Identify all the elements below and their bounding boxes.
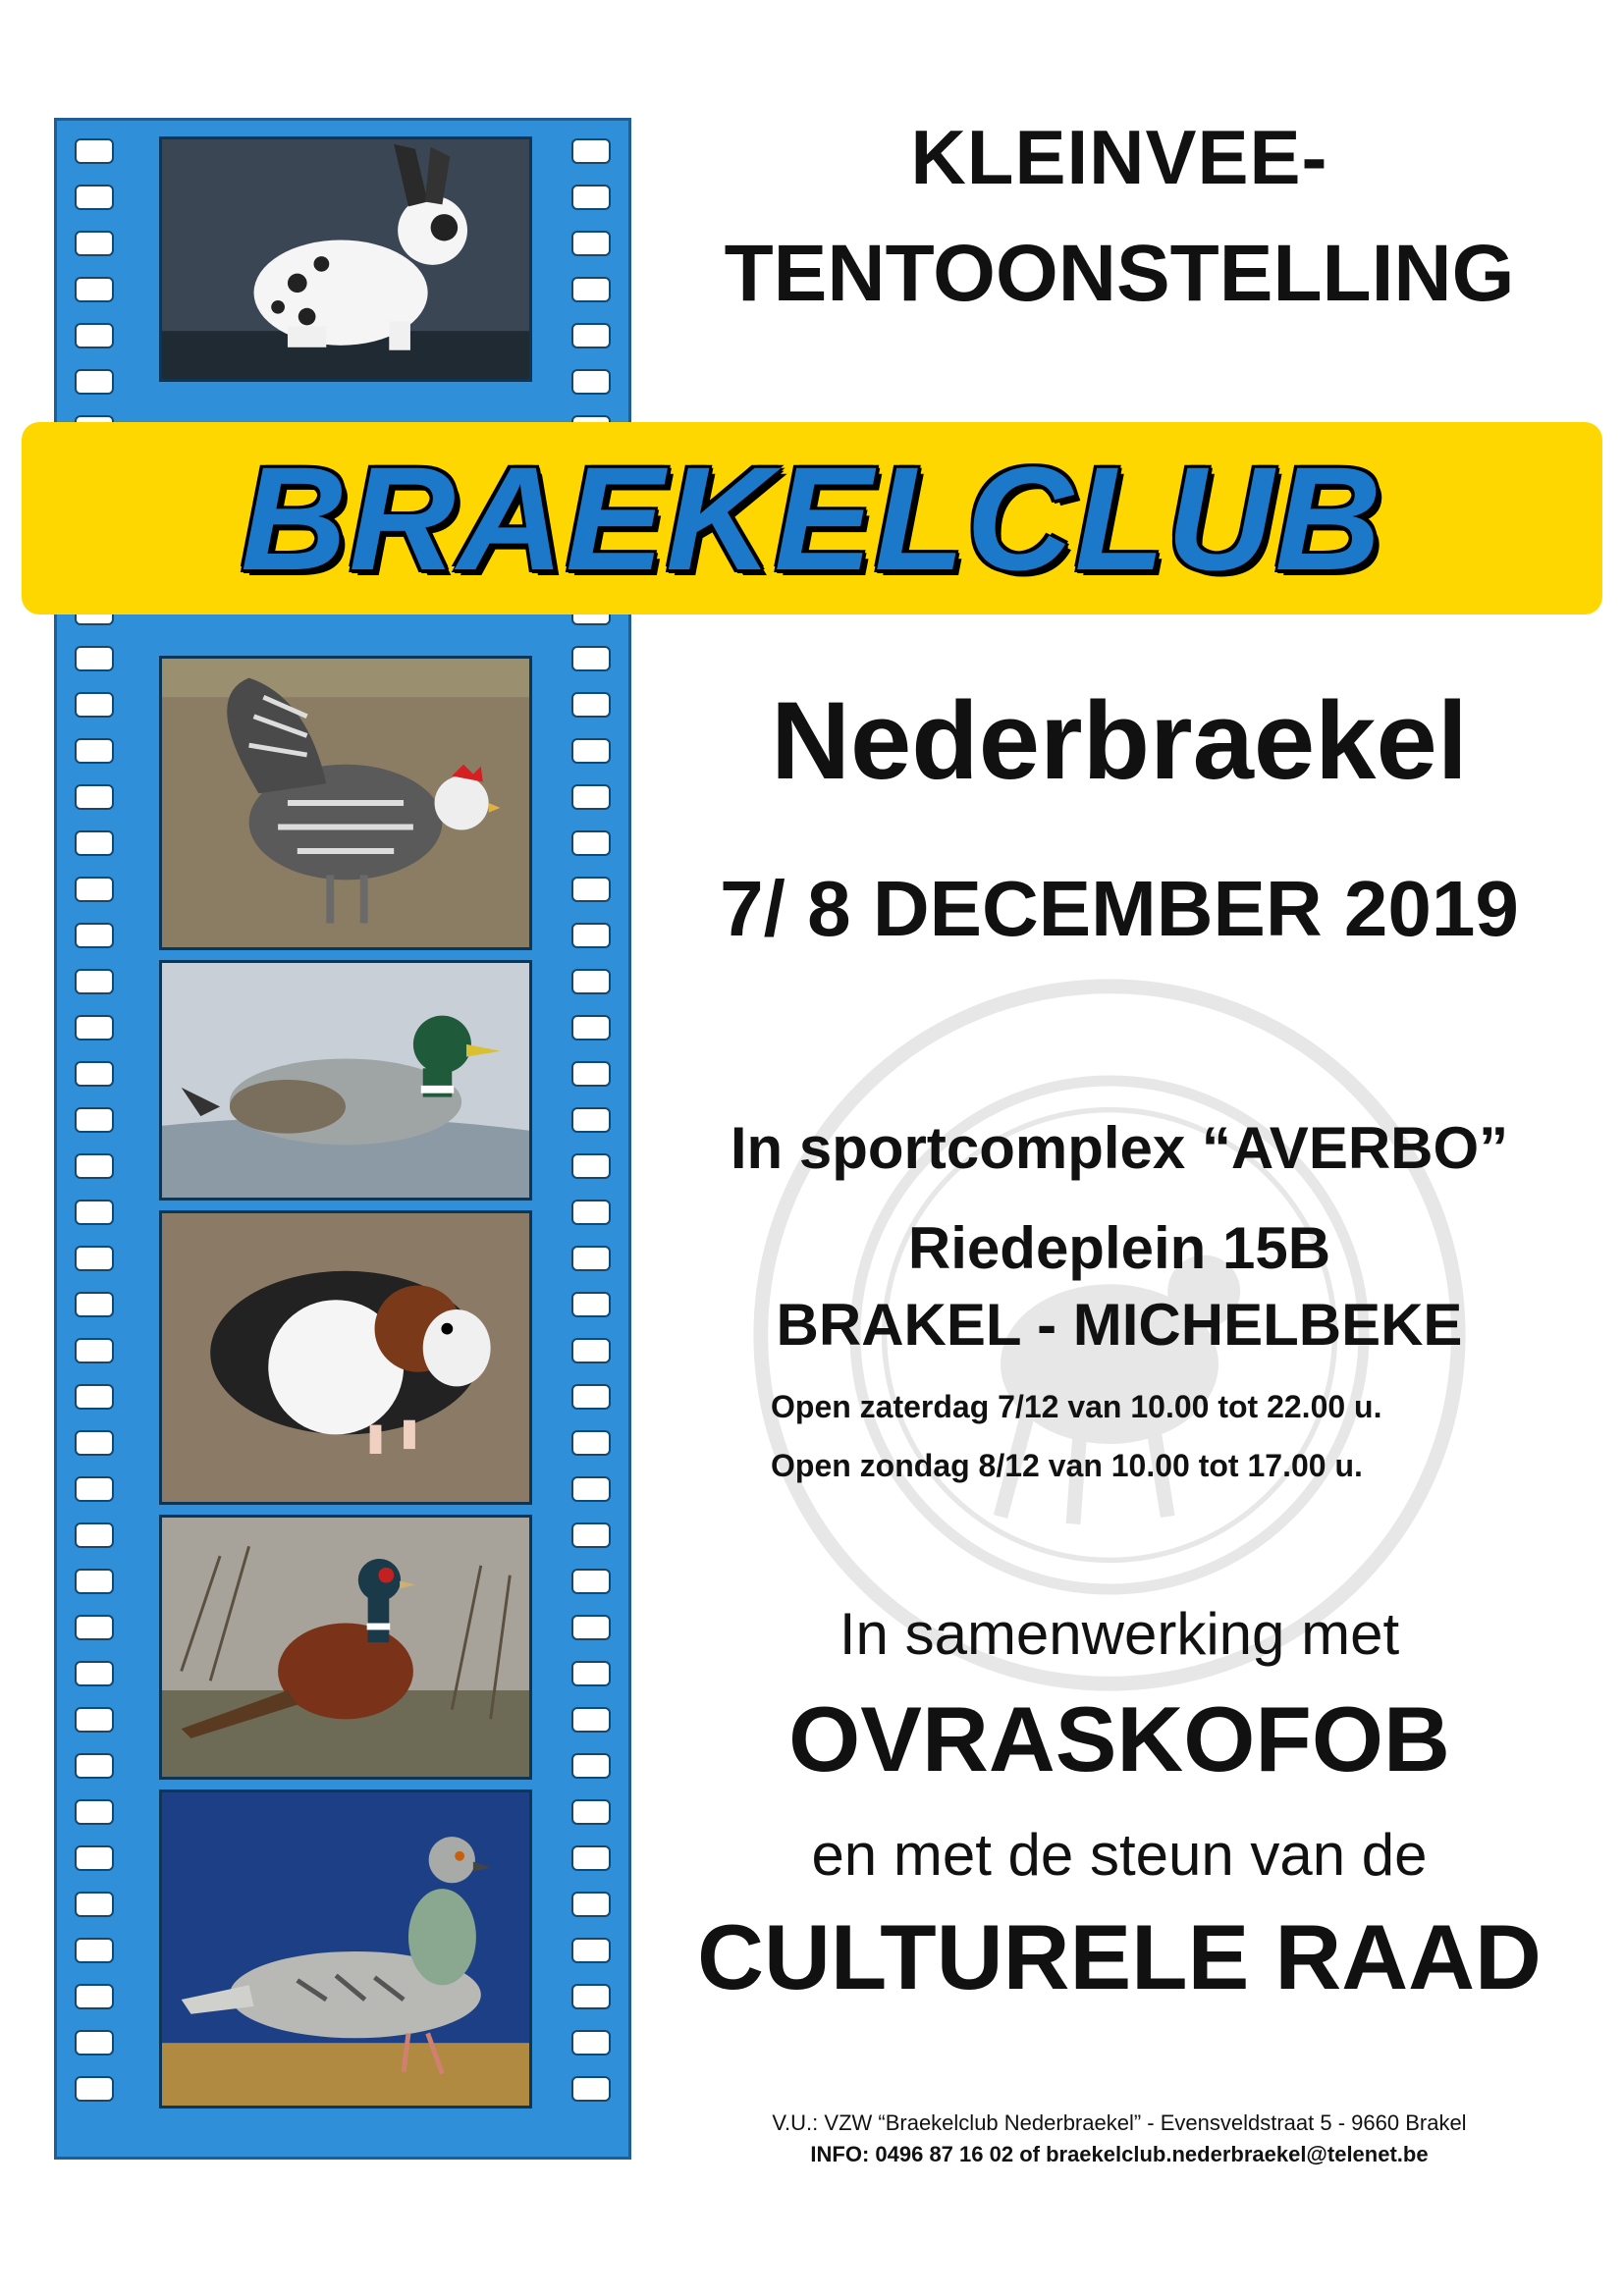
film-hole (571, 277, 611, 302)
film-hole (571, 231, 611, 256)
film-hole (75, 1292, 114, 1317)
event-date: 7/ 8 DECEMBER 2019 (720, 865, 1519, 952)
film-hole (75, 185, 114, 210)
film-hole (571, 1892, 611, 1917)
film-hole (571, 1292, 611, 1317)
film-hole (571, 1984, 611, 2009)
support-organization: CULTURELE RAAD (697, 1905, 1542, 2008)
rabbit-photo (159, 136, 532, 382)
film-hole (571, 1384, 611, 1410)
film-hole (75, 692, 114, 718)
film-hole (75, 923, 114, 948)
film-hole (571, 2076, 611, 2102)
cooperation-partner: OVRASKOFOB (788, 1687, 1450, 1790)
film-hole (571, 1753, 611, 1779)
film-hole (75, 738, 114, 764)
film-hole (75, 1107, 114, 1133)
chicken-photo (159, 656, 532, 950)
film-hole (571, 784, 611, 810)
film-hole (75, 1615, 114, 1640)
film-hole (571, 1430, 611, 1456)
film-hole (571, 369, 611, 395)
film-hole (75, 1061, 114, 1087)
pigeon-photo (159, 1789, 532, 2109)
film-hole (571, 923, 611, 948)
film-hole (571, 1845, 611, 1871)
film-hole (571, 1200, 611, 1225)
film-hole (571, 1476, 611, 1502)
pheasant-photo (159, 1515, 532, 1780)
venue-address: Riedeplein 15B (907, 1215, 1331, 1281)
film-hole (75, 1522, 114, 1548)
film-hole (571, 877, 611, 902)
film-hole (75, 1753, 114, 1779)
club-name: BRAEKELCLUB (241, 436, 1383, 601)
opening-hours-sunday: Open zondag 8/12 van 10.00 tot 17.00 u. (771, 1448, 1363, 1483)
film-hole (75, 1200, 114, 1225)
cooperation-intro: In samenwerking met (839, 1601, 1400, 1667)
film-hole (571, 1522, 611, 1548)
film-hole (75, 231, 114, 256)
film-hole (75, 1384, 114, 1410)
film-hole (75, 1938, 114, 1963)
duck-photo (159, 960, 532, 1201)
film-hole (75, 1430, 114, 1456)
film-hole (75, 1892, 114, 1917)
film-hole (571, 1153, 611, 1179)
film-hole (571, 692, 611, 718)
film-hole (75, 830, 114, 856)
film-hole (75, 877, 114, 902)
film-hole (571, 646, 611, 671)
film-hole (75, 2030, 114, 2056)
event-title-line1: KLEINVEE- (910, 114, 1328, 200)
film-hole (571, 1707, 611, 1733)
film-hole (75, 646, 114, 671)
film-hole (75, 323, 114, 348)
film-hole (571, 969, 611, 994)
film-hole (571, 1615, 611, 1640)
contact-info: INFO: 0496 87 16 02 of braekelclub.nederbraekel@telenet.be (810, 2142, 1429, 2166)
film-hole (571, 1569, 611, 1594)
film-hole (75, 1246, 114, 1271)
film-hole (75, 369, 114, 395)
film-hole (75, 1799, 114, 1825)
film-hole (571, 1799, 611, 1825)
film-hole (75, 1015, 114, 1041)
town-name: Nederbraekel (771, 679, 1468, 802)
opening-hours-saturday: Open zaterdag 7/12 van 10.00 tot 22.00 u. (771, 1389, 1382, 1424)
venue-name: In sportcomplex “AVERBO” (730, 1115, 1509, 1181)
film-hole (75, 1153, 114, 1179)
film-hole (571, 138, 611, 164)
film-hole (75, 1984, 114, 2009)
film-hole (75, 1707, 114, 1733)
film-hole (571, 738, 611, 764)
film-hole (571, 2030, 611, 2056)
film-hole (75, 1845, 114, 1871)
film-hole (75, 1338, 114, 1363)
film-hole (571, 1246, 611, 1271)
film-hole (75, 277, 114, 302)
film-hole (571, 1338, 611, 1363)
event-title-line2: TENTOONSTELLING (724, 229, 1515, 318)
film-hole (571, 1061, 611, 1087)
film-hole (75, 2076, 114, 2102)
film-hole (75, 1476, 114, 1502)
support-intro: en met de steun van de (811, 1822, 1428, 1888)
film-hole (75, 969, 114, 994)
venue-city: BRAKEL - MICHELBEKE (776, 1292, 1463, 1358)
guinea-pig-photo (159, 1210, 532, 1505)
film-hole (75, 784, 114, 810)
film-hole (571, 1661, 611, 1686)
film-hole (75, 138, 114, 164)
film-hole (571, 323, 611, 348)
publisher-line: V.U.: VZW “Braekelclub Nederbraekel” - Evensveldstraat 5 - 9660 Brakel (772, 2110, 1467, 2135)
film-hole (75, 1661, 114, 1686)
film-hole (571, 830, 611, 856)
film-hole (571, 1938, 611, 1963)
film-hole (571, 1015, 611, 1041)
film-hole (75, 1569, 114, 1594)
film-hole (571, 1107, 611, 1133)
film-hole (571, 185, 611, 210)
